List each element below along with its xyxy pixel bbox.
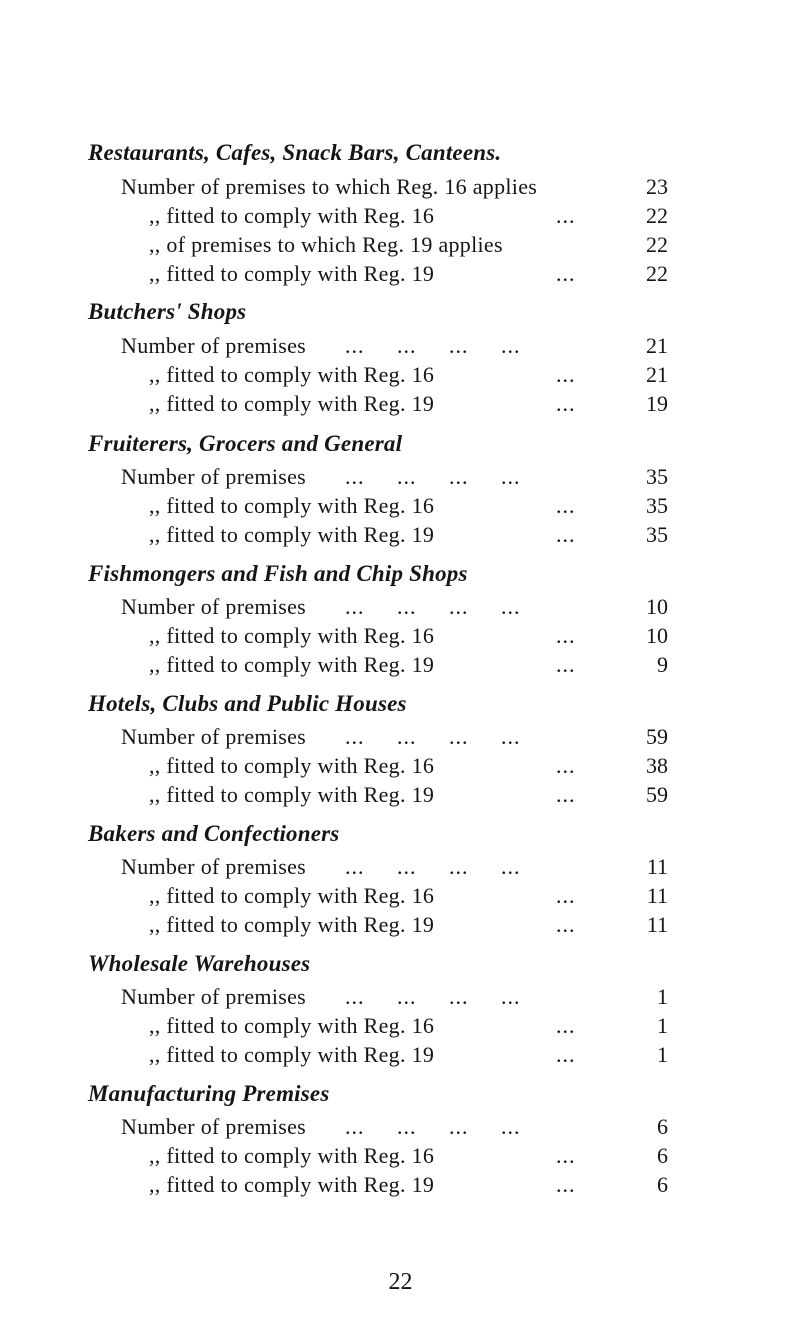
row-label: ,, fitted to comply with Reg. 16 <box>149 203 435 228</box>
row-value: 21 <box>646 333 668 358</box>
leader-dots: ... <box>556 883 576 908</box>
section-title-wholesale: Wholesale Warehouses <box>88 951 311 976</box>
section-title-fruiterers: Fruiterers, Grocers and General <box>88 431 403 456</box>
row-label: Number of premises <box>121 594 307 619</box>
table-row <box>0 983 801 1011</box>
leader-dots: ... <box>556 782 576 807</box>
row-value: 35 <box>646 493 668 518</box>
table-row <box>0 651 801 679</box>
leader-dots: ... <box>556 362 576 387</box>
table-row <box>0 260 801 288</box>
row-label: ,, fitted to comply with Reg. 16 <box>149 883 435 908</box>
table-row <box>0 361 801 389</box>
row-value: 10 <box>646 594 668 619</box>
row-label: Number of premises <box>121 1114 307 1139</box>
row-label: ,, fitted to comply with Reg. 19 <box>149 782 435 807</box>
leader-dots: ... <box>556 753 576 778</box>
row-label: ,, fitted to comply with Reg. 16 <box>149 493 435 518</box>
row-value: 6 <box>657 1114 668 1139</box>
row-value: 11 <box>646 883 668 908</box>
table-row <box>0 390 801 418</box>
section-title-butchers: Butchers' Shops <box>88 299 247 324</box>
row-label: ,, fitted to comply with Reg. 19 <box>149 261 435 286</box>
row-label: ,, fitted to comply with Reg. 19 <box>149 391 435 416</box>
row-label: ,, fitted to comply with Reg. 19 <box>149 1042 435 1067</box>
row-label: Number of premises to which Reg. 16 applies <box>121 174 538 199</box>
leader-dots: ... <box>556 912 576 937</box>
leader-dots: ... <box>556 261 576 286</box>
leader-dots: ... <box>556 1143 576 1168</box>
table-row <box>0 1113 801 1141</box>
table-row <box>0 231 801 259</box>
row-value: 59 <box>646 724 668 749</box>
table-row <box>0 173 801 201</box>
section-title-hotels: Hotels, Clubs and Public Houses <box>88 691 407 716</box>
table-row <box>0 1012 801 1040</box>
table-row <box>0 911 801 939</box>
leader-dots: ... <box>556 623 576 648</box>
section-title-bakers: Bakers and Confectioners <box>88 821 340 846</box>
row-value: 1 <box>657 1013 668 1038</box>
row-value: 35 <box>646 522 668 547</box>
row-value: 10 <box>646 623 668 648</box>
leader-dots: ... ... ... ... <box>345 594 521 619</box>
row-value: 6 <box>657 1143 668 1168</box>
row-label: ,, fitted to comply with Reg. 16 <box>149 1013 435 1038</box>
row-label: ,, fitted to comply with Reg. 19 <box>149 912 435 937</box>
row-value: 59 <box>646 782 668 807</box>
leader-dots: ... ... ... ... <box>345 724 521 749</box>
table-row <box>0 622 801 650</box>
row-label: ,, fitted to comply with Reg. 19 <box>149 1172 435 1197</box>
row-value: 11 <box>646 912 668 937</box>
row-value: 38 <box>646 753 668 778</box>
table-row <box>0 781 801 809</box>
leader-dots: ... <box>556 1013 576 1038</box>
section-title-manufacturing: Manufacturing Premises <box>88 1081 330 1106</box>
row-label: Number of premises <box>121 724 307 749</box>
table-row <box>0 593 801 621</box>
row-value: 22 <box>646 261 668 286</box>
table-row <box>0 521 801 549</box>
table-row <box>0 1142 801 1170</box>
row-label: ,, fitted to comply with Reg. 16 <box>149 753 435 778</box>
leader-dots: ... <box>556 1042 576 1067</box>
row-label: ,, of premises to which Reg. 19 applies <box>149 232 503 257</box>
row-value: 6 <box>657 1172 668 1197</box>
table-row <box>0 202 801 230</box>
leader-dots: ... <box>556 391 576 416</box>
row-value: 22 <box>646 232 668 257</box>
table-row <box>0 1041 801 1069</box>
table-row <box>0 752 801 780</box>
leader-dots: ... <box>556 203 576 228</box>
section-title-fishmongers: Fishmongers and Fish and Chip Shops <box>88 561 468 586</box>
row-value: 1 <box>657 984 668 1009</box>
leader-dots: ... <box>556 652 576 677</box>
row-label: ,, fitted to comply with Reg. 16 <box>149 1143 435 1168</box>
row-value: 22 <box>646 203 668 228</box>
row-label: ,, fitted to comply with Reg. 16 <box>149 623 435 648</box>
leader-dots: ... ... ... ... <box>345 464 521 489</box>
leader-dots: ... ... ... ... <box>345 1114 521 1139</box>
leader-dots: ... ... ... ... <box>345 333 521 358</box>
leader-dots: ... <box>556 1172 576 1197</box>
table-row <box>0 492 801 520</box>
leader-dots: ... <box>556 522 576 547</box>
leader-dots: ... <box>556 493 576 518</box>
table-row <box>0 853 801 881</box>
row-label: ,, fitted to comply with Reg. 19 <box>149 652 435 677</box>
table-row <box>0 1171 801 1199</box>
row-label: ,, fitted to comply with Reg. 19 <box>149 522 435 547</box>
row-label: Number of premises <box>121 854 307 879</box>
table-row <box>0 463 801 491</box>
leader-dots: ... ... ... ... <box>345 854 521 879</box>
row-value: 21 <box>646 362 668 387</box>
row-label: Number of premises <box>121 984 307 1009</box>
row-label: ,, fitted to comply with Reg. 16 <box>149 362 435 387</box>
row-value: 23 <box>646 174 668 199</box>
leader-dots: ... ... ... ... <box>345 984 521 1009</box>
page-number: 22 <box>388 1269 413 1295</box>
row-value: 1 <box>657 1042 668 1067</box>
section-title-restaurants: Restaurants, Cafes, Snack Bars, Canteens. <box>88 140 502 165</box>
table-row <box>0 723 801 751</box>
row-label: Number of premises <box>121 464 307 489</box>
row-value: 35 <box>646 464 668 489</box>
table-row <box>0 882 801 910</box>
table-row <box>0 332 801 360</box>
row-value: 9 <box>657 652 668 677</box>
row-value: 19 <box>646 391 668 416</box>
row-label: Number of premises <box>121 333 307 358</box>
row-value: 11 <box>646 854 668 879</box>
